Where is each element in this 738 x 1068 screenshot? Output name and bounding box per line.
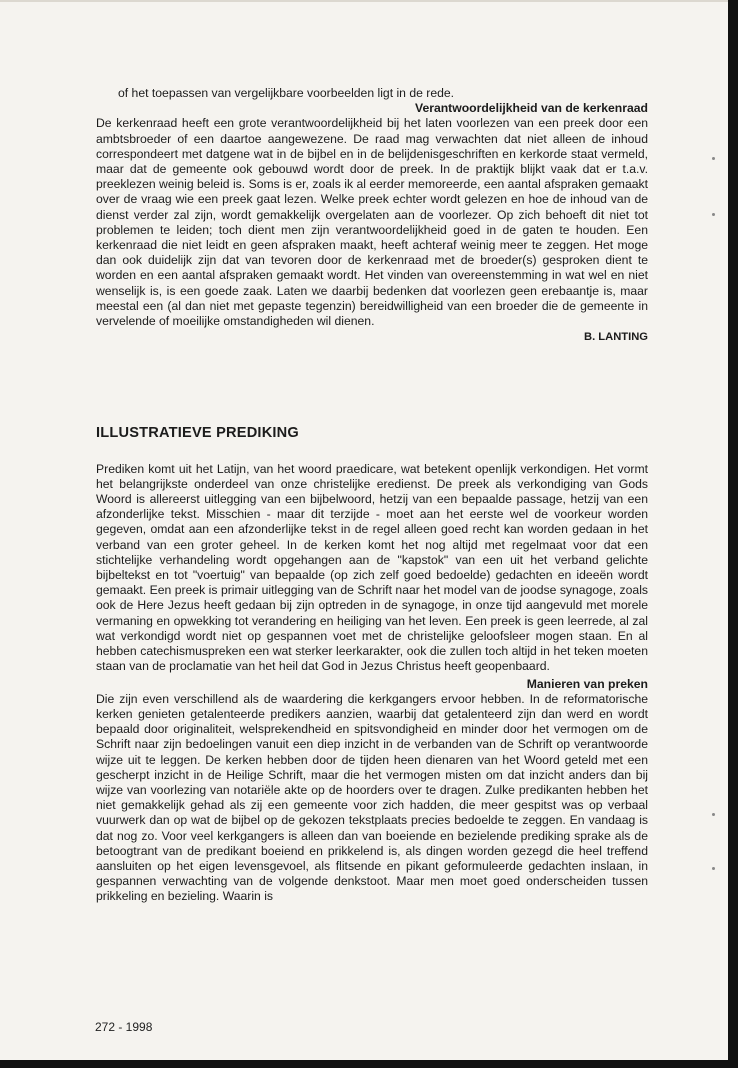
margin-dot — [712, 813, 715, 816]
margin-dot — [712, 213, 715, 216]
margin-dot — [712, 867, 715, 870]
section1-subheading: Verantwoordelijkheid van de kerkenraad — [414, 101, 648, 116]
lead-line: of het toepassen van vergelijkbare voorbeelden ligt in de rede. — [118, 86, 455, 100]
page-content — [96, 86, 648, 905]
scan-edge — [0, 0, 728, 2]
author-signature: B. LANTING — [583, 331, 648, 344]
section2-intro: Prediken komt uit het Latijn, van het woord praedicare, wat betekent openlijk verkondigen. Het vormt het belangrijkste onderdeel van onze christelijke eredienst. De preek als verkondiging van Gods Woord is allereerst uitlegging van een bijbelwoord, hetzij van een bepaalde passage, hetzij van een afzonderlijke tekst. Misschien - maar dit terzijde - moet aan het eerste wel de voorkeur worden gegeven, omdat aan een afzonderlijke tekst in de regel alleen goed recht kan worden gedaan in het verband van een groter geheel. In de kerken komt het nog altijd met regelmaat voor dat een stichtelijke verhandeling wordt opgehangen aan de "kapstok" van een uit het verband gelichte bijbeltekst en tot "voertuig" van bepaalde (op zich zelf goed bedoelde) gedachten en ideeën wordt gemaakt. Een preek is primair uitlegging van de Schrift naar het model van de joodse synagoge, zoals ook de Here Jezus heeft gedaan bij zijn optreden in de synagoge, in onze tijd aangevuld met morele vermaning en opwekking tot verandering en heiliging van het leven. Een preek is geen leerrede, al zal wat verkondigd wordt niet op gespannen voet met de christelijke geloofsleer mogen staan. En al hebben catechismuspreken een wat sterker leerkarakter, ook die zullen toch altijd in het teken moeten staan van de proclamatie van het heil dat God in Jezus Christus heeft geopenbaard. — [96, 461, 648, 674]
margin-dot — [712, 157, 715, 160]
section1-body: De kerkenraad heeft een grote verantwoordelijkheid bij het laten voorlezen van een preek door een ambtsbroeder of een daartoe aangewezene. De raad mag verwachten dat niet alleen de inhoud correspondeert met datgene wat in de bijbel en in de belijdenisgeschriften en kerkorde staat vermeld, maar dat de gemeente ook gebouwd wordt door de preek. In de praktijk blijkt vaak dat er t.a.v. preeklezen weinig beleid is. Soms is er, zoals ik al eerder memoreerde, een aantal afspraken gemaakt over de vraag wie een preek gaat lezen. Welke preek echter wordt gelezen en hoe de inhoud van de dienst verder zal zijn, wordt gemakkelijk overgelaten aan de voorlezer. Op zich behoeft dit niet tot problemen te leiden; toch dient men zijn verantwoordelijkheid goed in de gaten te houden. Een kerkenraad die niet leidt en geen afspraken maakt, heeft achteraf weinig meer te zeggen. Het moge dan ook duidelijk zijn dat van tevoren door de kerkenraad met de broeder(s) gesproken dient te worden en een aantal afspraken gemaakt wordt. Het vinden van overeenstemming in wat wel en niet wenselijk is, is een goede zaak. Laten we daarbij bedenken dat voorlezen geen erebaantje is, maar meestal een (al dan niet met gepaste tegenzin) bereidwilligheid van een broeder die de gemeente in vervelende of moeilijke omstandigheden wil dienen. — [96, 116, 648, 329]
page-number: 272 - 1998 — [95, 1020, 153, 1034]
section2-subheading: Manieren van preken — [526, 676, 648, 691]
section2-title: ILLUSTRATIEVE PREDIKING — [96, 425, 299, 442]
section2-body: Die zijn even verschillend als de waardering die kerkgangers ervoor hebben. In de reformatorische kerken genieten getalenteerde predikers aanzien, waarbij dat getalenteerd zijn dan werd en wordt bepaald door originaliteit, welsprekendheid en spitsvondigheid en minder door het vermogen om de Schrift naar zijn bedoelingen vanuit een diep inzicht in de verbanden van de Schrift op verantwoorde wijze uit te leggen. De kerken hebben door de tijden heen dienaren van het Woord geteld met een gescherpt inzicht in de Heilige Schrift, maar die het vermogen misten om dat inzicht anders dan bij wijze van voorlezing van notariële akte op de hoorders over te dragen. Zulke predikanten hebben het niet gemakkelijk gehad als zij een gemeente voor zich hadden, die meer gespitst was op verbaal vuurwerk dan op wat de bijbel op de gekozen tekstplaats precies bedoelde te zeggen. En vandaag is dat nog zo. Voor veel kerkgangers is alleen dan van boeiende en bezielende prediking sprake als de betoogtrant van de predikant boeiend en prikkelend is, als dingen worden gezegd die heel treffend aansluiten op het eigen levensgevoel, als flitsende en pikant geformuleerde gedachten inslaan, in gespannen verwachting van de volgende denkstoot. Maar men moet goed onderscheiden tussen prikkeling en bezieling. Waarin is — [96, 691, 648, 904]
